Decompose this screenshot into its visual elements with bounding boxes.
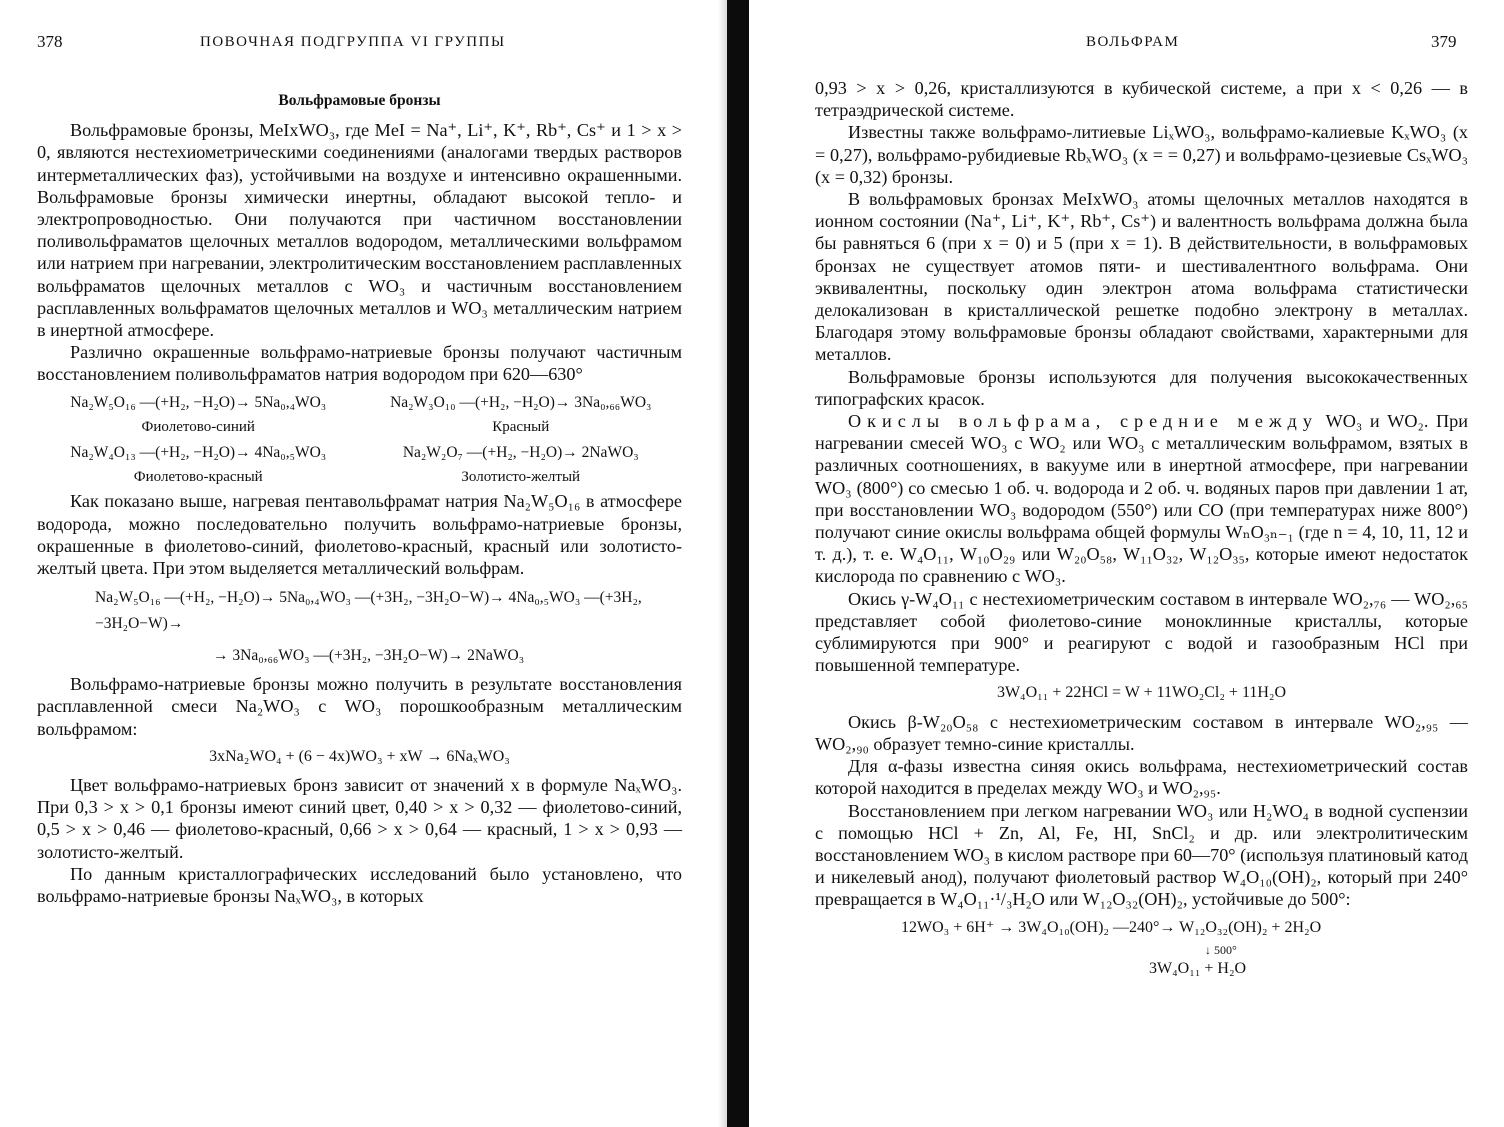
scheme-arrow: ↓ 500° [1205,942,1237,957]
equation-label: Фиолетово-красный [133,469,263,486]
equation-formula: Na₂W₄O₁₃ —(+H₂, −H₂O)→ 4Na₀,₅WO₃ [70,444,327,462]
paragraph: Окись γ-W₄O₁₁ с нестехиометрическим составом в интервале WO₂,₇₆ — WO₂,₆₅ представляет собой фиолетово-синие моноклинные кристаллы, которые сублимируются при 900° и реагируют с водой и газообразным HCl при повышенной температуре. [815,588,1468,676]
right-page-body [815,77,1468,985]
equation: 3W₄O₁₁ + 22HCl = W + 11WO₂Cl₂ + 11H₂O [996,684,1287,702]
equation: 3xNa₂WO₄ + (6 − 4x)WO₃ + xW → 6NaₓWO₃ [209,747,510,765]
paragraph: 0,93 > x > 0,26, кристаллизуются в кубической системе, а при x < 0,26 — в тетраэдрической системе. [815,78,1468,121]
page-gutter-shadow [718,0,727,1127]
equation-formula: Na₂W₃O₁₀ —(+H₂, −H₂O)→ 3Na₀,₆₆WO₃ [390,393,652,411]
left-page [0,0,718,1127]
paragraph: Известны также вольфрамо-литиевые LiₓWO₃, вольфрамо-калиевые KₓWO₃ (x = 0,27), вольфрамо-рубидиевые RbₓWO₃ (x = = 0,27) и вольфрамо-цезиевые CsₓWO₃ (x = 0,32) бронзы. [815,122,1468,187]
scheme-line: 3W₄O₁₁ + H₂O [1149,959,1247,977]
paragraph: Как показано выше, нагревая пентавольфрамат натрия Na₂W₅O₁₆ в атмосфере водорода, можно последовательно получить вольфрамо-натриевые бронзы, окрашенные в фиолетово-синий, фиолетово-красный, красный или золотисто-желтый цвета. При этом выделяется металлический вольфрам. [37,491,682,579]
paragraph-text: WO₃ и WO₂. При нагревании смесей WO₃ с WO₂ или WO₃ с металлическим вольфрамом, взятых в различных соотношениях, в вакууме или в инертной атмосфере, при нагревании WO₃ (800°) со смесью 1 об. ч. водорода и 2 об. ч. водяных паров при давлении 1 ат, при восстановлении WO₃ водородом (550°) или CO (при температурах ниже 800°) получают синие окислы вольфрама общей формулы WₙO₃ₙ₋₁ (где n = 4, 10, 11, 12 и т. д.), т. е. W₄O₁₁, W₁₀O₂₉ или W₂₀O₅₈, W₁₁O₃₂, W₁₂O₃₅, которые имеют недостаток кислорода по сравнению с WO₃. [815,411,1468,587]
paragraph: По данным кристаллографических исследований было установлено, что вольфрамо-натриевые бронзы NaₓWO₃, в которых [37,863,682,907]
equation [360,442,683,488]
equation [360,392,683,438]
equation-label: Золотисто-желтый [461,469,581,486]
paragraph: Окись β-W₂₀O₅₈ с нестехиометрическим составом в интервале WO₂,₉₅ — WO₂,₉₀ образует темно-синие кристаллы. [815,711,1468,754]
reaction-scheme [815,917,1468,985]
book-spine [727,0,749,1127]
reaction-chain-line-1: Na₂W₅O₁₆ —(+H₂, −H₂O)→ 5Na₀,₄WO₃ —(+3H₂, −3H₂O−W)→ 4Na₀,₅WO₃ —(+3H₂, −3H₂O−W)→ [95,589,642,633]
scheme-line: 12WO₃ + 6H⁺ → 3W₄O₁₀(OH)₂ —240°→ W₁₂O₃₂(OH)₂ + 2H₂O [901,918,1322,936]
page-number: 379 [1431,32,1457,51]
equation [37,442,360,488]
paragraph: Для α-фазы известна синяя окись вольфрама, нестехиометрический состав которой находится в пределах между WO₃ и WO₂,₉₅. [815,756,1468,799]
paragraph: Различно окрашенные вольфрамо-натриевые бронзы получают частичным восстановлением поливольфраматов натрия водородом при 620—630° [37,342,682,385]
running-header: ВОЛЬФРАМ [1086,34,1180,50]
left-page-body [37,86,682,907]
spaced-heading: Окислы вольфрама, средние между [848,411,1318,432]
paragraph [815,410,1468,588]
section-title: Вольфрамовые бронзы [278,92,441,109]
reaction-chain-line-2: → 3Na₀,₆₆WO₃ —(+3H₂, −3H₂O−W)→ 2NaWO₃ [213,647,525,665]
page-number: 378 [37,32,63,51]
paragraph: Вольфрамо-натриевые бронзы можно получить в результате восстановления расплавленной смеси Na₂WO₃ с WO₃ порошкообразным металлическим вольфрамом: [37,674,682,739]
paragraph: Вольфрамовые бронзы используются для получения высококачественных типографских красок. [815,366,1468,409]
equation [37,392,360,438]
equation-label: Красный [492,418,550,435]
equation-formula: Na₂W₂O₇ —(+H₂, −H₂O)→ 2NaWO₃ [402,444,639,462]
paragraph: В вольфрамовых бронзах MeIxWO₃ атомы щелочных металлов находятся в ионном состоянии (Na⁺, Li⁺, K⁺, Rb⁺, Cs⁺) и валентность вольфрама должна была бы равняться 6 (при x = 0) и 5 (при x = 1). В действительности, в вольфрамовых бронзах не существует атомов пяти- и шестивалентного вольфрама. Они эквивалентны, поскольку один электрон атома вольфрама статистически делокализован в кристаллической решетке подобно электрону в металлах. Благодаря этому вольфрамовые бронзы обладают свойствами, характерными для металлов. [815,189,1468,365]
right-page [749,0,1504,1127]
paragraph: Цвет вольфрамо-натриевых бронз зависит от значений x в формуле NaₓWO₃. При 0,3 > x > 0,1 бронзы имеют синий цвет, 0,40 > x > 0,32 — фиолетово-синий, 0,5 > x > 0,46 — фиолетово-красный, 0,66 > x > 0,64 — красный, 1 > x > 0,93 — золотисто-желтый. [37,775,682,862]
running-header: ПОВОЧНАЯ ПОДГРУППА VI ГРУППЫ [200,34,506,50]
paragraph: Вольфрамовые бронзы, MeIxWO₃, где MeI = Na⁺, Li⁺, K⁺, Rb⁺, Cs⁺ и 1 > x > 0, являются нестехиометрическими соединениями (аналогами твердых растворов интерметаллических фаз), устойчивыми на воздухе и интенсивно окрашенными. Вольфрамовые бронзы химически инертны, обладают высокой тепло- и электропроводностью. Они получаются при частичном восстановлении поливольфраматов щелочных металлов водородом, металлическими вольфрамом или натрием при нагревании, электролитическим восстановлением расплавленных вольфраматов щелочных металлов с WO₃ и частичным восстановлением расплавленных вольфраматов щелочных металлов и WO₃ металлическим натрием в инертной атмосфере. [37,120,682,341]
equation-grid [37,392,682,489]
paragraph: Восстановлением при легком нагревании WO₃ или H₂WO₄ в водной суспензии с помощью HCl + Zn, Al, Fe, HI, SnCl₂ и др. или электролитическим восстановлением WO₃ в кислом растворе при 60—70° (используя платиновый катод и никелевый анод), получают фиолетовый раствор W₄O₁₀(OH)₂, который при 240° превращается в W₄O₁₁·¹/₃H₂O или W₁₂O₃₂(OH)₂, устойчивые до 500°: [815,800,1468,910]
equation-label: Фиолетово-синий [141,418,255,435]
equation-formula: Na₂W₅O₁₆ —(+H₂, −H₂O)→ 5Na₀,₄WO₃ [70,393,327,411]
